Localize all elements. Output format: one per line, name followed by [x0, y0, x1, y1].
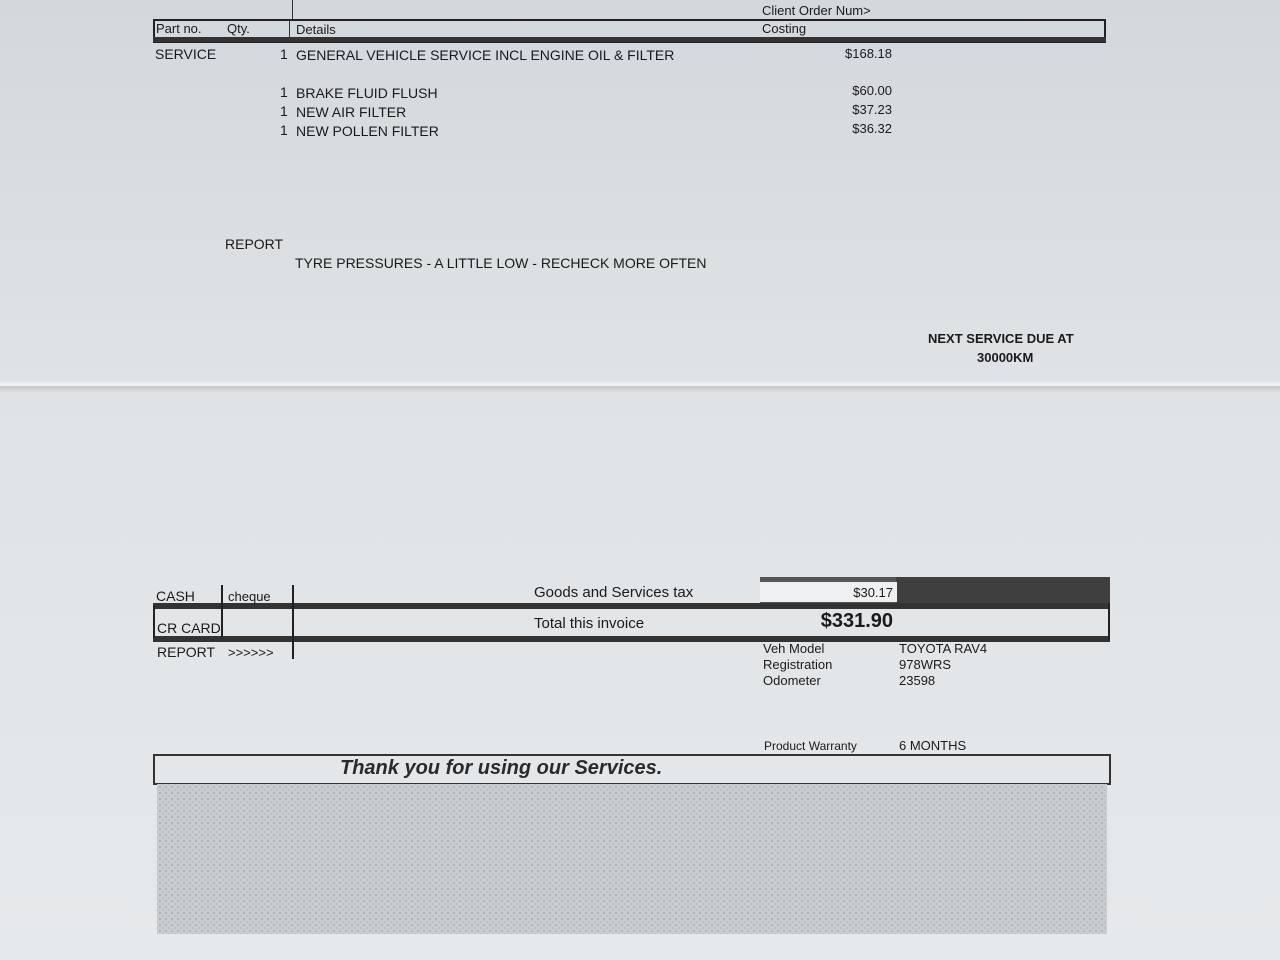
line-cost: $37.23: [852, 102, 892, 117]
payment-divider: [153, 605, 155, 638]
line-details: GENERAL VEHICLE SERVICE INCL ENGINE OIL & FILTER: [296, 47, 675, 63]
col-details-header: Details: [296, 22, 336, 37]
gst-label: Goods and Services tax: [534, 584, 694, 601]
line-cost: $60.00: [852, 83, 892, 98]
col-costing-header: Costing: [762, 21, 807, 36]
cash-label: CASH: [156, 588, 195, 604]
thanks-message: Thank you for using our Services.: [340, 757, 663, 779]
total-box: [292, 603, 1110, 640]
column-header-bar: [153, 37, 1106, 42]
col-qty-header: Qty.: [227, 21, 250, 36]
report-arrows: >>>>>>: [228, 645, 274, 660]
report-label: REPORT: [225, 236, 284, 252]
total-value: $331.90: [820, 610, 893, 632]
line-qty: 1: [280, 103, 288, 119]
client-order-label: Client Order Num>: [762, 3, 871, 18]
total-label: Total this invoice: [534, 615, 645, 632]
registration-value: 978WRS: [899, 657, 952, 672]
security-pattern: [157, 784, 1107, 934]
line-cost: $168.18: [845, 46, 892, 61]
header-divider: [292, 0, 293, 19]
payment-divider: [292, 585, 294, 659]
line-details: NEW AIR FILTER: [296, 104, 407, 120]
registration-label: Registration: [763, 657, 833, 672]
line-qty: 1: [280, 46, 288, 62]
col-part-header: Part no.: [156, 21, 202, 36]
line-qty: 1: [280, 84, 288, 100]
payment-divider: [221, 585, 223, 637]
warranty-label: Product Warranty: [764, 739, 857, 753]
warranty-value: 6 MONTHS: [899, 738, 967, 753]
report-text: TYRE PRESSURES - A LITTLE LOW - RECHECK MORE OFTEN: [295, 255, 707, 271]
line-cost: $36.32: [852, 121, 892, 136]
line-part: SERVICE: [155, 46, 217, 62]
gst-shading-dark: [896, 577, 1110, 604]
next-service-line2: 30000KM: [977, 350, 1034, 365]
line-details: NEW POLLEN FILTER: [296, 123, 439, 139]
line-details: BRAKE FLUID FLUSH: [296, 85, 438, 101]
cr-card-label: CR CARD: [157, 620, 221, 636]
cheque-label: cheque: [228, 589, 271, 604]
payment-report-label: REPORT: [157, 644, 216, 660]
col-divider: [289, 19, 290, 39]
line-qty: 1: [280, 122, 288, 138]
gst-value: $30.17: [853, 585, 893, 600]
odometer-label: Odometer: [763, 673, 821, 688]
veh-model-label: Veh Model: [763, 641, 825, 656]
veh-model-value: TOYOTA RAV4: [899, 641, 988, 656]
paper-fold: [0, 380, 1280, 392]
odometer-value: 23598: [899, 673, 936, 688]
next-service-line1: NEXT SERVICE DUE AT: [928, 331, 1074, 346]
